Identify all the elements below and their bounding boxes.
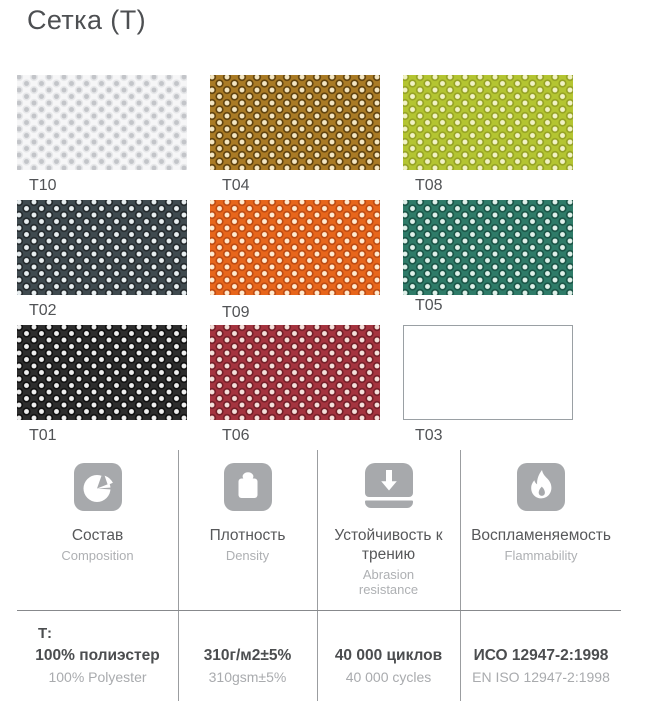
swatch-card-t02 — [17, 200, 187, 320]
spec-value-en: 40 000 cycles — [345, 669, 432, 685]
swatch-card-t01 — [17, 325, 187, 445]
swatch-label: T01 — [29, 427, 57, 444]
spec-header-abrasion — [317, 450, 460, 608]
spec-label-ru: Воспламеняемость — [471, 527, 611, 544]
weight-icon — [178, 463, 317, 511]
spec-label-en: Density — [225, 548, 270, 563]
spec-value-flammability — [460, 611, 622, 701]
flame-icon — [460, 463, 622, 511]
spec-value-abrasion — [317, 611, 460, 701]
spec-header-composition — [17, 450, 178, 608]
swatch-label: T05 — [415, 297, 443, 314]
spec-label-en: Composition — [61, 548, 134, 563]
spec-label-ru: Устойчивость к трению — [334, 527, 443, 563]
fabric-series-prefix — [178, 625, 317, 647]
swatch-label: T08 — [415, 177, 443, 194]
swatch-label: T10 — [29, 177, 57, 194]
swatch-label: T02 — [29, 302, 57, 319]
swatch-card-t03 — [403, 325, 573, 445]
spec-value-en: 100% Polyester — [48, 669, 147, 685]
fabric-swatch-t06 — [210, 325, 380, 420]
spec-value-density — [178, 611, 317, 701]
spec-label-en: Abrasion resistance — [358, 567, 419, 597]
swatch-card-t08 — [403, 75, 573, 195]
fabric-swatch-t04 — [210, 75, 380, 170]
swatch-card-t10 — [17, 75, 187, 195]
fabric-series-prefix — [460, 625, 622, 647]
pie-chart-icon — [17, 463, 178, 511]
swatch-card-t05 — [403, 200, 573, 315]
fabric-swatch-t08 — [403, 75, 573, 170]
spec-value-en: 310gsm±5% — [208, 669, 287, 685]
spec-value-en: EN ISO 12947-2:1998 — [472, 669, 610, 685]
spec-header-density — [178, 450, 317, 608]
fabric-swatch-t03 — [403, 325, 573, 420]
spec-value-ru: 100% полиэстер — [35, 647, 160, 664]
fabric-swatch-t10 — [17, 75, 187, 170]
spec-label-ru: Плотность — [209, 527, 286, 544]
spec-value-composition — [17, 611, 178, 701]
fabric-swatch-t09 — [210, 200, 380, 295]
swatch-card-t09 — [210, 200, 380, 322]
fabric-series-prefix: Т: — [38, 625, 52, 642]
swatch-card-t04 — [210, 75, 380, 195]
swatch-label: T09 — [222, 304, 250, 321]
swatch-card-t06 — [210, 325, 380, 445]
spec-value-ru: ИСО 12947-2:1998 — [473, 647, 609, 664]
spec-label-ru: Состав — [71, 527, 124, 544]
page-title: Сетка (Т) — [27, 5, 146, 35]
spec-header-flammability — [460, 450, 622, 608]
fabric-swatch-t05 — [403, 200, 573, 295]
spec-value-ru: 40 000 циклов — [334, 647, 443, 664]
swatch-label: T06 — [222, 427, 250, 444]
swatch-label: T03 — [415, 427, 443, 444]
fabric-swatch-t02 — [17, 200, 187, 295]
fabric-series-prefix — [317, 625, 460, 647]
swatch-label: T04 — [222, 177, 250, 194]
spec-label-en: Flammability — [504, 548, 578, 563]
spec-value-ru: 310г/м2±5% — [203, 647, 292, 664]
abrasion-icon — [317, 463, 460, 511]
fabric-swatch-t01 — [17, 325, 187, 420]
